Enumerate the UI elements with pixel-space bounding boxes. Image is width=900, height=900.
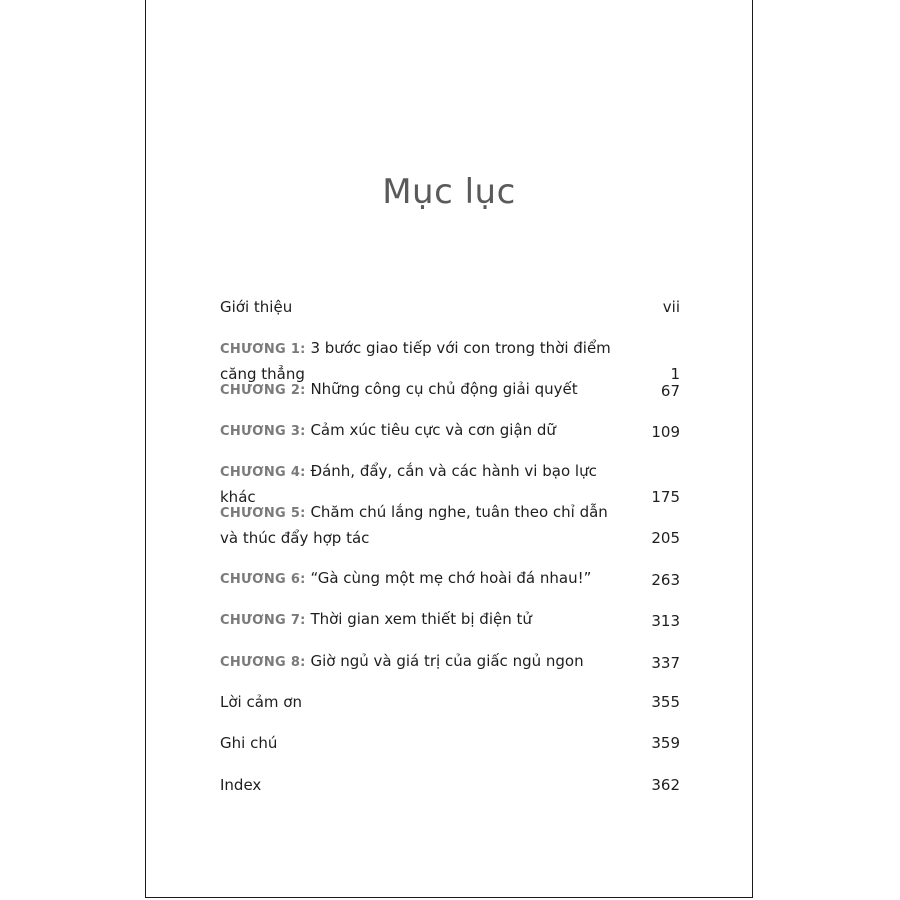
chapter-label: CHƯƠNG 1: [220, 342, 306, 357]
toc-entry-chapter-5 [220, 500, 680, 550]
toc-entry-page: 175 [651, 488, 680, 506]
toc-entry-page: 67 [660, 382, 680, 400]
toc-entry-page: 362 [651, 776, 680, 794]
toc-entry-title: Thời gian xem thiết bị điện tử [310, 610, 532, 628]
toc-entry-page: vii [662, 298, 680, 316]
toc-entry-chapter-2 [220, 377, 680, 403]
toc-entry-acknowledgements [220, 690, 680, 714]
chapter-label: CHƯƠNG 6: [220, 572, 306, 587]
toc-entry-page: 359 [651, 734, 680, 752]
toc-entry-notes [220, 731, 680, 755]
toc-entry-title: Chăm chú lắng nghe, tuân theo chỉ dẫn [310, 503, 608, 521]
toc-entry-title: Index [220, 776, 262, 794]
toc-entry-title-continued: và thúc đẩy hợp tác [220, 529, 370, 547]
chapter-label: CHƯƠNG 8: [220, 655, 306, 670]
toc-entry-title: Ghi chú [220, 734, 278, 752]
toc-entry-page: 313 [651, 612, 680, 630]
toc-entry-page: 355 [651, 693, 680, 711]
toc-entry-title: Giờ ngủ và giá trị của giấc ngủ ngon [310, 652, 584, 670]
chapter-label: CHƯƠNG 3: [220, 424, 306, 439]
chapter-label: CHƯƠNG 2: [220, 383, 306, 398]
toc-entry-page: 205 [651, 529, 680, 547]
toc-entry-chapter-6 [220, 566, 680, 592]
toc-entry-index [220, 773, 680, 797]
toc-entry-title: 3 bước giao tiếp với con trong thời điểm căng thẳng [220, 339, 611, 383]
toc-entry-title: Những công cụ chủ động giải quyết [310, 380, 578, 398]
toc-entry-title: “Gà cùng một mẹ chớ hoài đá nhau!” [310, 569, 592, 587]
toc-entry-title: Giới thiệu [220, 298, 293, 316]
toc-entry-page: 263 [651, 571, 680, 589]
toc-entry-page: 337 [651, 654, 680, 672]
toc-entry-introduction [220, 295, 680, 319]
toc-entry-title: Lời cảm ơn [220, 693, 302, 711]
book-page [145, 0, 753, 898]
toc-entry-chapter-7 [220, 607, 680, 633]
page-title: Mục lục [382, 172, 516, 212]
chapter-label: CHƯƠNG 5: [220, 506, 306, 521]
chapter-label: CHƯƠNG 4: [220, 465, 306, 480]
toc-entry-chapter-3 [220, 418, 680, 444]
toc-entry-title: Cảm xúc tiêu cực và cơn giận dữ [310, 421, 556, 439]
toc-entry-title: Đánh, đẩy, cắn và các hành vi bạo lực khác [220, 462, 597, 506]
chapter-label: CHƯƠNG 7: [220, 613, 306, 628]
toc-entry-page: 109 [651, 423, 680, 441]
toc-entry-chapter-8 [220, 649, 680, 675]
toc-entry-page: 1 [670, 365, 680, 383]
